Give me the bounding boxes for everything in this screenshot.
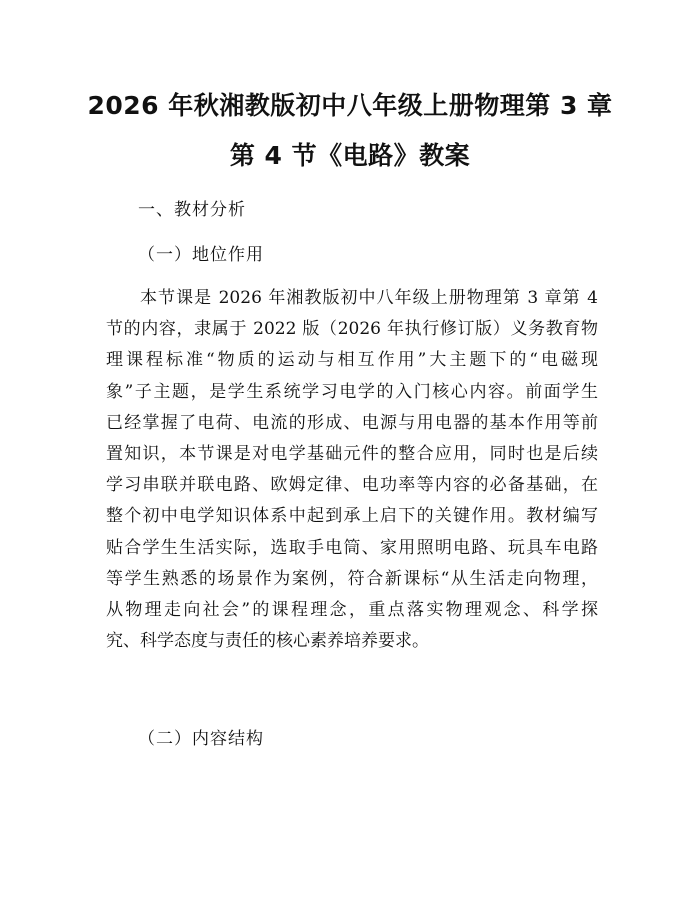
paragraph-line: 象”子主题，是学生系统学习电学的入门核心内容。前面学生 <box>106 381 598 402</box>
paragraph-line: 本节课是 2026 年湘教版初中八年级上册物理第 3 章第 4 <box>140 288 598 308</box>
paragraph-line: 从物理走向社会”的课程理念，重点落实物理观念、科学探 <box>106 599 598 620</box>
subsection-heading-role: （一）地位作用 <box>138 245 264 265</box>
document-title-line-1: 2026 年秋湘教版初中八年级上册物理第 3 章 <box>87 91 613 120</box>
paragraph-line: 等学生熟悉的场景作为案例，符合新课标“从生活走向物理， <box>106 568 598 589</box>
paragraph-line: 贴合学生生活实际，选取手电筒、家用照明电路、玩具车电路 <box>106 537 598 558</box>
body-paragraph <box>106 287 598 661</box>
subsection-heading-content-structure: （二）内容结构 <box>138 729 264 749</box>
paragraph-line: 整个初中电学知识体系中起到承上启下的关键作用。教材编写 <box>106 506 598 527</box>
paragraph-line: 理课程标准“物质的运动与相互作用”大主题下的“电磁现 <box>106 350 598 371</box>
section-heading-textbook-analysis: 一、教材分析 <box>138 200 246 220</box>
paragraph-line: 究、科学态度与责任的核心素养培养要求。 <box>106 631 429 652</box>
paragraph-line: 学习串联并联电路、欧姆定律、电功率等内容的必备基础，在 <box>106 475 598 496</box>
paragraph-line: 置知识，本节课是对电学基础元件的整合应用，同时也是后续 <box>106 443 598 464</box>
paragraph-line: 已经掌握了电荷、电流的形成、电源与用电器的基本作用等前 <box>106 412 598 433</box>
paragraph-line: 节的内容，隶属于 2022 版（2026 年执行修订版）义务教育物 <box>106 319 598 340</box>
document-title-line-2: 第 4 节《电路》教案 <box>229 141 471 170</box>
